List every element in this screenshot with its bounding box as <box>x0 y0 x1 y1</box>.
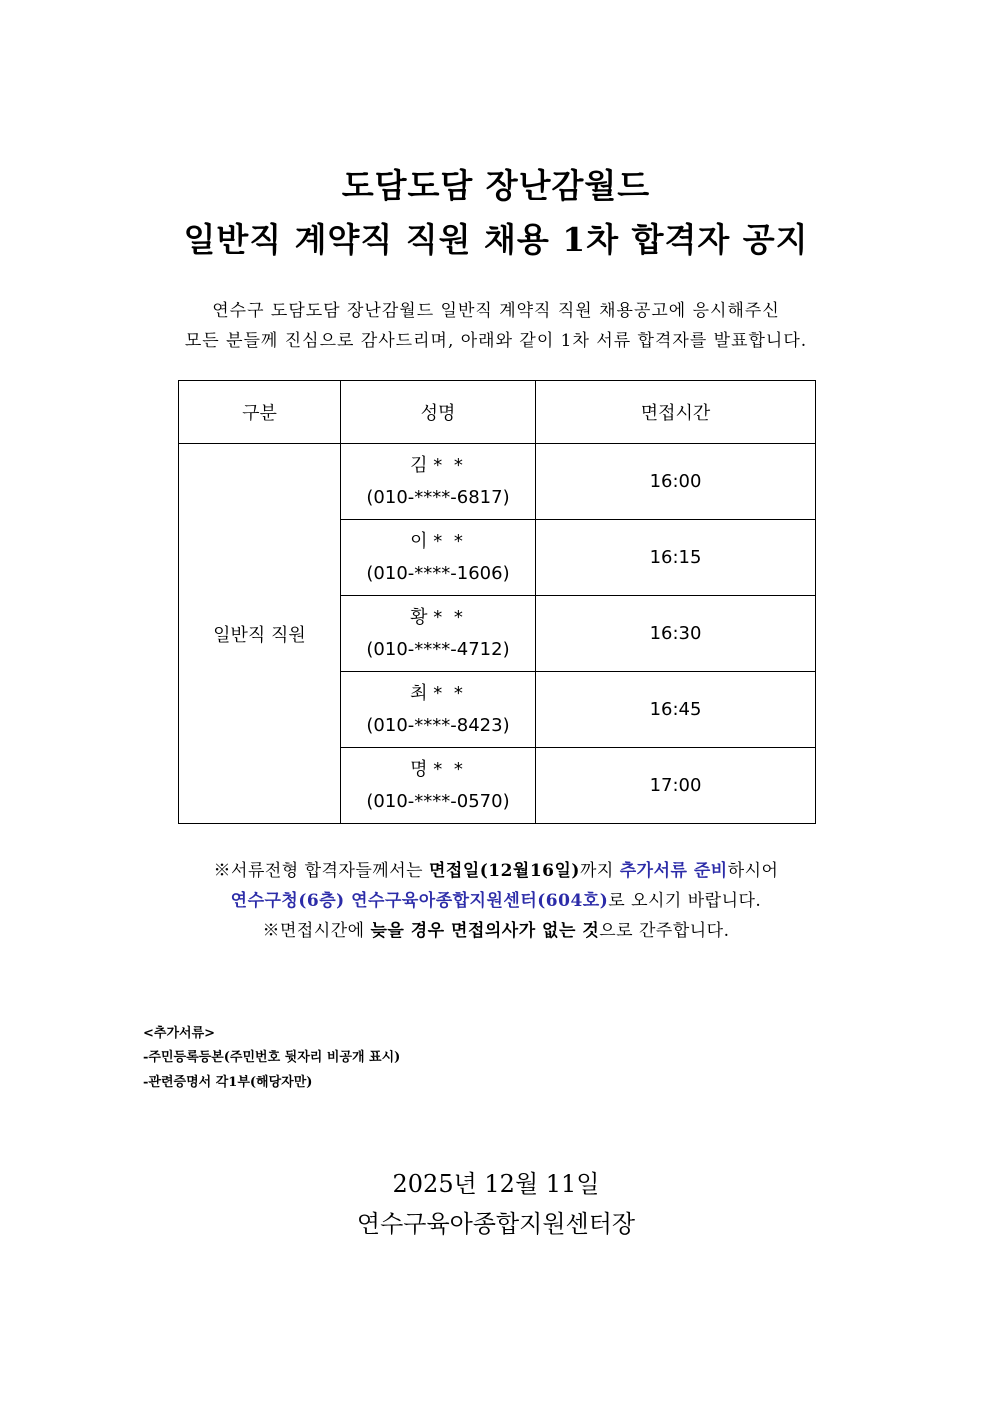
note-text: ※면접시간에 <box>262 921 371 941</box>
applicant-phone: (010-****-8423) <box>366 714 510 736</box>
masked-name: * * <box>433 530 466 552</box>
applicant-surname: 김 <box>410 454 428 476</box>
table-row <box>179 444 816 520</box>
location-highlight: 연수구청(6층) 연수구육아종합지원센터(604호) <box>230 891 609 911</box>
table-header-row <box>179 381 816 444</box>
note-line-3 <box>0 916 992 941</box>
notice-date: 2025년 12월 11일 <box>392 1170 600 1198</box>
notice-subtitle: 일반직 계약직 직원 채용 1차 합격자 공지 <box>183 220 809 259</box>
signer-title: 연수구육아종합지원센터장 <box>356 1210 636 1238</box>
masked-name: * * <box>433 758 466 780</box>
masked-name: * * <box>433 682 466 704</box>
extra-docs-highlight: 추가서류 준비 <box>619 861 728 881</box>
applicant-surname: 이 <box>410 530 428 552</box>
applicant-phone: (010-****-0570) <box>366 790 510 812</box>
interview-time-cell: 16:45 <box>536 672 816 748</box>
applicant-surname: 명 <box>410 758 428 780</box>
interview-time-cell: 16:30 <box>536 596 816 672</box>
extra-docs-item: -주민등록등본(주민번호 뒷자리 비공개 표시) <box>143 1050 401 1065</box>
applicant-name-cell <box>341 596 536 672</box>
applicant-table <box>178 380 816 824</box>
applicant-name-cell <box>341 748 536 824</box>
applicant-name-cell <box>341 444 536 520</box>
applicant-surname: 황 <box>410 606 428 628</box>
masked-name: * * <box>433 606 466 628</box>
note-text: 까지 <box>579 861 620 881</box>
header-category: 구분 <box>179 381 341 444</box>
note-text: 하시어 <box>727 861 779 881</box>
note-text: 으로 간주합니다. <box>599 921 730 941</box>
intro-line-1: 연수구 도담도담 장난감월드 일반직 계약직 직원 채용공고에 응시해주신 <box>212 301 780 321</box>
applicant-phone: (010-****-6817) <box>366 486 510 508</box>
header-name: 성명 <box>341 381 536 444</box>
interview-time-cell: 16:15 <box>536 520 816 596</box>
applicant-phone: (010-****-1606) <box>366 562 510 584</box>
note-text: ※서류전형 합격자들께서는 <box>213 861 429 881</box>
extra-docs-heading: <추가서류> <box>143 1026 216 1041</box>
header-interview-time: 면접시간 <box>536 381 816 444</box>
extra-docs-item: -관련증명서 각1부(해당자만) <box>143 1075 313 1090</box>
note-line-2 <box>0 886 992 911</box>
note-line-1 <box>0 856 992 881</box>
notice-title: 도담도담 장난감월드 <box>341 166 651 205</box>
applicant-phone: (010-****-4712) <box>366 638 510 660</box>
interview-time-cell: 17:00 <box>536 748 816 824</box>
applicant-name-cell <box>341 672 536 748</box>
interview-time-cell: 16:00 <box>536 444 816 520</box>
applicant-name-cell <box>341 520 536 596</box>
note-text: 로 오시기 바랍니다. <box>608 891 762 911</box>
applicant-surname: 최 <box>410 682 428 704</box>
masked-name: * * <box>433 454 466 476</box>
interview-date: 면접일(12월16일) <box>428 861 580 881</box>
late-warning: 늦을 경우 면접의사가 없는 것 <box>370 921 600 941</box>
category-cell: 일반직 직원 <box>179 444 341 824</box>
intro-line-2: 모든 분들께 진심으로 감사드리며, 아래와 같이 1차 서류 합격자를 발표합니다. <box>184 331 808 351</box>
